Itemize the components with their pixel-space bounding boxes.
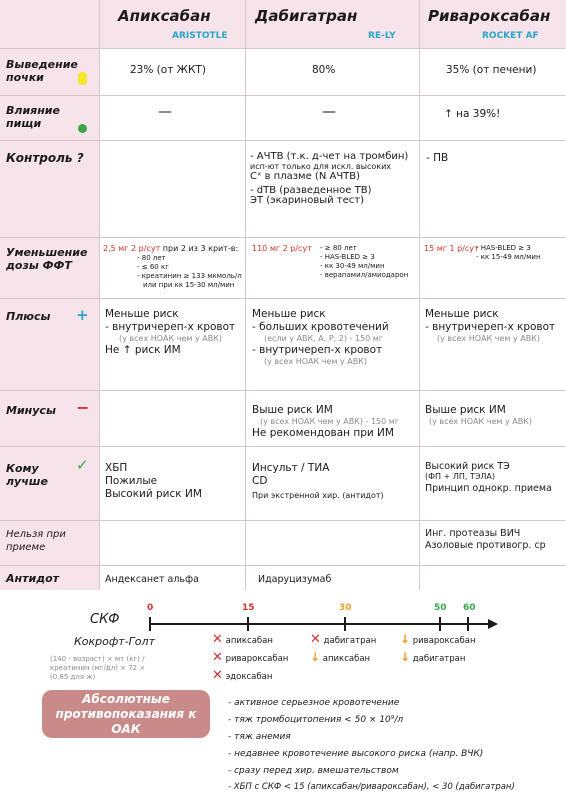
drug-label: ривароксабан [412, 636, 476, 646]
drug-label: апиксабан [322, 654, 371, 664]
best-line: Инсульт / ТИА [252, 462, 330, 474]
dose-main: 15 мг 1 р/сут [424, 244, 479, 253]
dose-item: - 80 лет [137, 254, 166, 262]
pros-line: - больших кровотечений [252, 321, 389, 333]
check-icon: ✓ [76, 456, 89, 474]
header-rivaroxaban: Ривароксабан [428, 7, 551, 25]
best-line: Пожилые [105, 475, 158, 487]
trial-rivaroxaban: ROCKET AF [482, 31, 539, 41]
drug-label: апиксабан [225, 636, 273, 646]
pros-note: (у всех НОАК чем у АВК) [119, 334, 222, 343]
contra-line: Азоловые противогр. ср [425, 540, 546, 551]
food-rivaroxaban: ↑ на 39%! [444, 108, 501, 120]
excretion-dabigatran: 80% [312, 64, 336, 76]
best-line: СD [252, 475, 268, 487]
tick-30: 30 [339, 603, 352, 613]
pros-line: - внутричереп-х кровот [252, 344, 383, 356]
abs-item: - недавнее кровотечение высокого риска (напр. ВЧК) [228, 749, 484, 759]
row-label-food: Влияние пищи [6, 104, 60, 130]
pros-line: Меньше риск [105, 308, 179, 320]
cons-line: Выше риск ИМ [425, 404, 506, 416]
cons-note: (у всех НОАК чем у АВК) [429, 417, 532, 426]
best-line: Высокий риск ТЭ [425, 461, 510, 472]
food-dabigatran: — [322, 104, 336, 120]
tick-0: 0 [147, 603, 154, 613]
pros-note: (у всех НОАК чем у АВК) [264, 357, 367, 366]
gfr15-item [212, 668, 272, 683]
dose-item: - креатинин ≥ 133 мкмоль/л [137, 272, 242, 280]
drug-label: ривароксабан [225, 654, 289, 664]
control-line: - АЧТВ (т.к. д-чет на тромбин) [250, 151, 409, 162]
control-line: - dTB (разведенное ТВ) [250, 185, 372, 196]
minus-icon: − [76, 398, 90, 417]
drug-label: дабигатран [412, 654, 466, 664]
arrow-down-icon: ↓ [400, 632, 411, 646]
abs-item: - тяж тромбоцитопения < 50 × 10⁹/л [228, 715, 404, 725]
tick-15: 15 [242, 603, 255, 613]
row-label-cons: Минусы [6, 404, 56, 417]
row-label-excretion: Выведение почки [6, 58, 78, 84]
trial-apixaban: ARISTOTLE [172, 31, 228, 41]
gfr30-item [310, 632, 376, 647]
dose-item: или при кк 15-30 мл/мин [143, 281, 235, 289]
pros-line: Не ↑ риск ИМ [105, 344, 181, 356]
scale-subtitle: Кокрофт-Голт [74, 635, 155, 648]
best-line: Принцип однокр. приема [425, 483, 552, 494]
abs-item: - ХБП с СКФ < 15 (апиксабан/ривароксабан), < 30 (дабигатран) [228, 782, 515, 792]
food-apixaban: — [158, 104, 172, 120]
dose-main: 110 мг 2 р/сут [252, 244, 312, 253]
gfr50-item [400, 632, 476, 646]
excretion-apixaban: 23% (от ЖКТ) [130, 64, 206, 76]
dose-main: 2,5 мг 2 р/сут [103, 244, 161, 253]
gfr50-item [400, 650, 465, 664]
gfr15-item [212, 650, 288, 665]
abs-contra-title: Абсолютные противопоказания к ОАК [42, 690, 210, 738]
gfr30-item [310, 650, 370, 664]
best-line: ХБП [105, 462, 128, 474]
scale-title: СКФ [90, 612, 120, 627]
plus-icon: + [76, 306, 89, 324]
cross-icon: ✕ [212, 650, 223, 665]
gfr15-item [212, 632, 273, 647]
trial-dabigatran: RE-LY [368, 31, 396, 41]
row-label-antidote: Антидот [6, 572, 60, 585]
abs-item: - сразу перед хир. вмешательством [228, 766, 399, 776]
pros-line: Меньше риск [252, 308, 326, 320]
best-line: Высокий риск ИМ [105, 488, 202, 500]
cross-icon: ✕ [310, 632, 321, 647]
best-line: При экстренной хир. (антидот) [252, 491, 384, 500]
dose-item: - ≥ 80 лет [320, 244, 357, 252]
cross-icon: ✕ [212, 632, 223, 647]
excretion-rivaroxaban: 35% (от печени) [446, 64, 537, 76]
tick-60: 60 [463, 603, 476, 613]
dose-item: - HAS-BLED ≥ 3 [320, 253, 375, 261]
contra-line: Инг. протеазы ВИЧ [425, 528, 521, 539]
drug-label: дабигатран [323, 636, 377, 646]
antidote-dabigatran: Идаруцизумаб [258, 574, 332, 585]
scale-formula: (140 - возраст) × мт (кг) / креатинин (мг/дл) × 72 × (0,85 для ж) [50, 655, 146, 681]
row-label-best-for: Кому лучше [6, 462, 48, 488]
row-label-control: Контроль ? [6, 151, 84, 165]
antidote-apixaban: Андексанет альфа [105, 574, 199, 585]
control-line: ЭТ (экариновый тест) [250, 195, 364, 206]
pros-note: (если у АВК, А, Р, 2) - 150 мг [264, 334, 384, 343]
row-label-contra: Нельзя при приеме [6, 529, 66, 553]
cons-note: (у всех НОАК чем у АВК) - 150 мг [260, 417, 400, 426]
pros-line: Меньше риск [425, 308, 499, 320]
row-label-dose: Уменьшение дозы ФФТ [6, 246, 88, 272]
control-line: исп-ют только для искл. высоких [250, 162, 392, 171]
row-label-pros: Плюсы [6, 310, 51, 323]
dose-item: - HAS-BLED ≥ 3 [476, 244, 531, 252]
header-dabigatran: Дабигатран [255, 7, 358, 25]
arrow-down-icon: ↓ [400, 650, 411, 664]
arrow-down-icon: ↓ [310, 650, 321, 664]
cons-line: Выше риск ИМ [252, 404, 333, 416]
dose-item: - кк 30-49 мл/мин [320, 262, 385, 270]
abs-item: - тяж анемия [228, 732, 291, 742]
pros-line: - внутричереп-х кровот [425, 321, 556, 333]
cross-icon: ✕ [212, 668, 223, 683]
pros-line: - внутричереп-х кровот [105, 321, 236, 333]
dose-item: - кк 15-49 мл/мин [476, 253, 541, 261]
dose-item: - верапамил/амиодарон [320, 271, 409, 279]
best-line: (ФП + ЛП, ТЭЛА) [425, 472, 496, 481]
cons-line: Не рекомендован при ИМ [252, 427, 394, 439]
pros-note: (у всех НОАК чем у АВК) [437, 334, 540, 343]
header-apixaban: Апиксабан [118, 7, 211, 25]
tick-50: 50 [434, 603, 447, 613]
dose-condition: при 2 из 3 крит-в: [162, 244, 239, 253]
dose-item: - ≤ 60 кг [137, 263, 169, 271]
abs-item: - активное серьезное кровотечение [228, 698, 400, 708]
control-line: Cˣ в плазме (N АЧТВ) [250, 171, 361, 182]
control-rivaroxaban: - ПВ [426, 152, 449, 164]
drug-label: эдоксабан [225, 672, 273, 682]
